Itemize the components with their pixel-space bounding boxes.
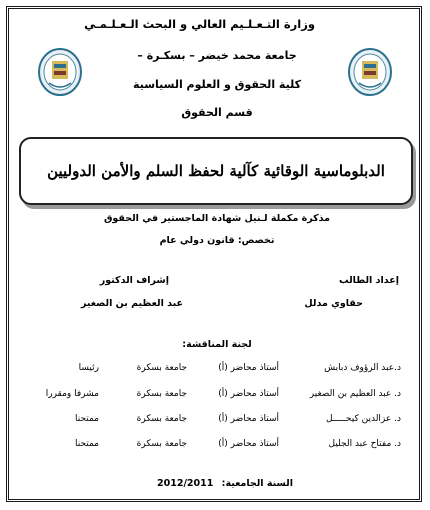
document-page xyxy=(6,6,422,502)
committee-title: لجنة المناقشة: xyxy=(182,339,252,350)
member-role: رئيسا xyxy=(78,363,99,373)
member-university: جامعة بسكرة xyxy=(136,439,187,449)
university-line: جامعة محمد خيضر – بسكـرة – xyxy=(137,49,297,62)
academic-year-value: 2012/2011 xyxy=(157,478,214,489)
preparer-label: إعداد الطالب xyxy=(339,275,399,286)
specialty-line: تخصص: قانون دولي عام xyxy=(159,235,275,246)
department-line: قسم الحقوق xyxy=(181,106,253,119)
member-name: د. مفتاح عبد الجليل xyxy=(328,439,401,449)
thesis-title-box xyxy=(19,137,413,205)
thesis-title: الدبلوماسية الوقائية كآلية لحفظ السلم والأمن الدوليين xyxy=(47,162,385,180)
academic-year-label: السنة الجامعية: xyxy=(221,478,293,489)
memo-line: مذكرة مكملة لـنيل شهادة الماجستير في الحقوق xyxy=(103,213,331,224)
member-university: جامعة بسكرة xyxy=(136,363,187,373)
member-rank: أستاذ محاضر (أ) xyxy=(218,414,279,424)
member-name: د.عبد الرؤوف دبابش xyxy=(324,363,401,373)
member-role: مشرفا ومقررا xyxy=(45,389,99,399)
member-role: ممتحنا xyxy=(74,439,99,449)
university-emblem-icon xyxy=(37,47,83,97)
member-name: د. عزالدين كيحـــــل xyxy=(325,414,401,424)
university-emblem-icon xyxy=(347,47,393,97)
member-rank: أستاذ محاضر (أ) xyxy=(218,363,279,373)
member-role: ممتحنا xyxy=(74,414,99,424)
faculty-line: كلية الحقوق و العلوم السياسية xyxy=(133,78,301,91)
supervisor-name: عبد العظيم بن الصغير xyxy=(81,298,183,309)
supervisor-label: إشراف الدكتور xyxy=(99,275,169,286)
ministry-line: وزارة التـعـلـيم العالي و البحث الـعـلـمـي xyxy=(84,17,315,31)
member-university: جامعة بسكرة xyxy=(136,414,187,424)
preparer-name: حقاوي مدلل xyxy=(304,298,363,309)
member-name: د. عبد العظيم بن الصغير xyxy=(309,389,401,399)
member-rank: أستاذ محاضر (أ) xyxy=(218,389,279,399)
member-university: جامعة بسكرة xyxy=(136,389,187,399)
member-rank: أستاذ محاضر (أ) xyxy=(218,439,279,449)
